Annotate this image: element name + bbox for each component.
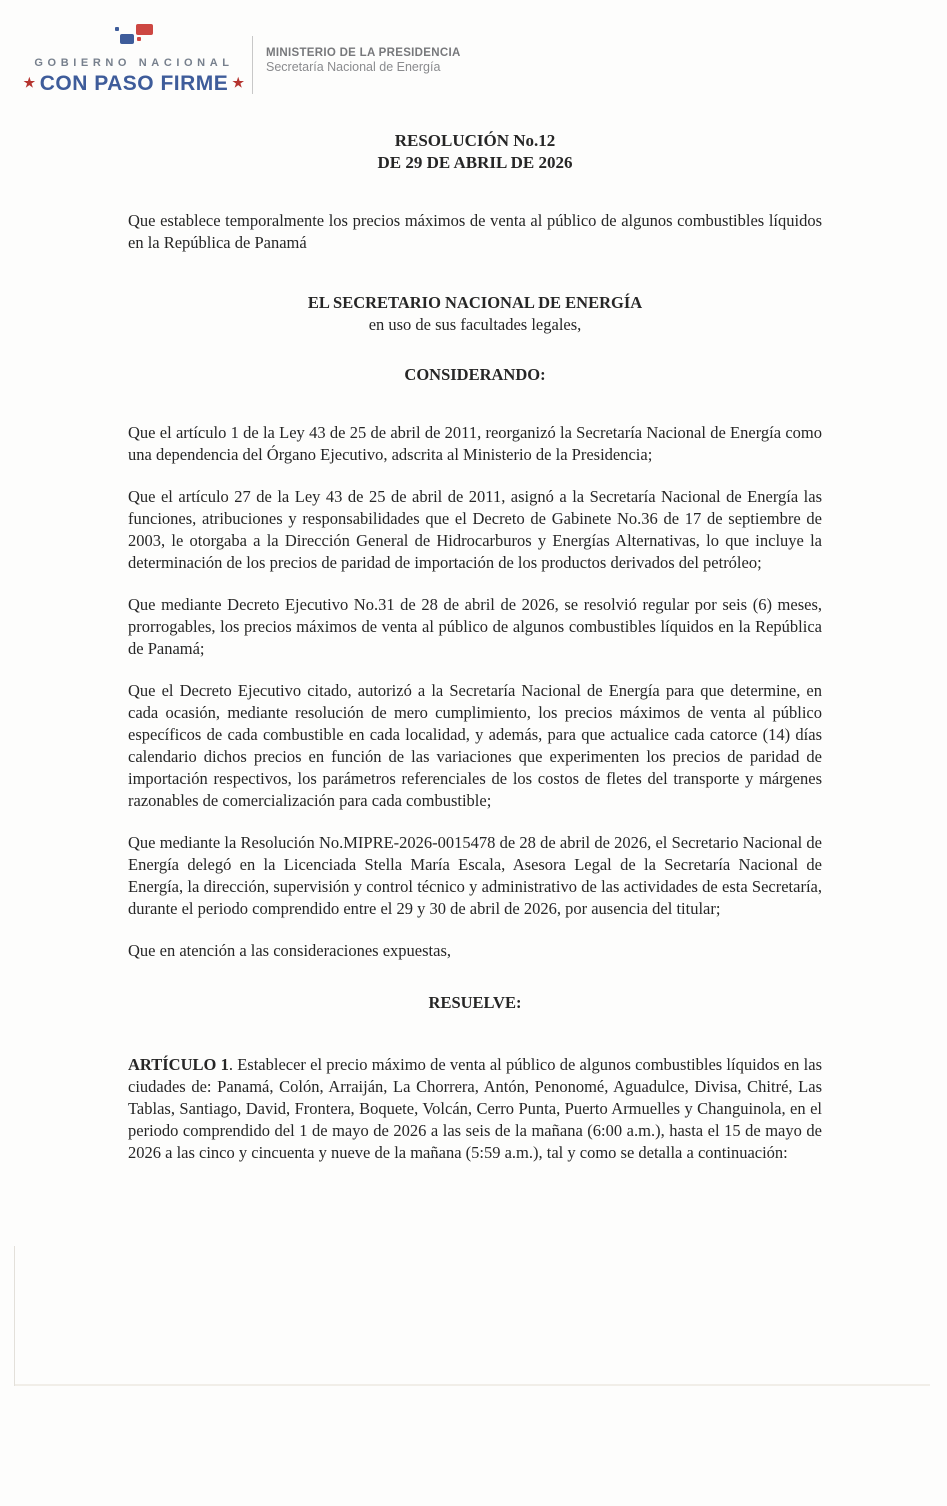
panama-flag-icon xyxy=(111,24,157,50)
considerando-paragraph: Que el Decreto Ejecutivo citado, autorizó a la Secretaría Nacional de Energía para que determine, en cada ocasión, mediante resolución de mero cumplimiento, los precios máximos de venta al público específicos de cada combustible en cada localidad, y además, para que actualice cada catorce (14) días calendario dichos precios en función de las variaciones que experimenten los precios de paridad de importación respectivos, los parámetros referenciales de los costos de fletes del transporte y márgenes razonables de comercialización para cada combustible; xyxy=(128,681,822,810)
scan-edge-left-line xyxy=(14,1246,15,1386)
star-right-icon: ★ xyxy=(232,75,245,90)
brand-line-gobierno-nacional: GOBIERNO NACIONAL xyxy=(34,57,234,69)
article-1-label: ARTÍCULO 1 xyxy=(128,1055,229,1074)
article-1-text: . Establecer el precio máximo de venta al público de algunos combustibles líquidos en las ciudades de: Panamá, Colón, Arraiján, La Chorrera, Antón, Penonomé, Aguadulce, Divisa, Chitré, Las Tablas, Santiago, David, Frontera, Boquete, Volcán, Cerro Punta, Puerto Armuelles y Changuinola, en el periodo comprendido del 1 de mayo de 2026 a las seis de la mañana (6:00 a.m.), hasta el 15 de mayo de 2026 a las cinco y cincuenta y nueve de la mañana (5:59 a.m.), tal y como se detalla a continuación: xyxy=(128,1055,822,1162)
secretariat-name: Secretaría Nacional de Energía xyxy=(266,60,441,75)
ministry-name: MINISTERIO DE LA PRESIDENCIA xyxy=(266,47,461,59)
brand-line-con-paso-firme xyxy=(18,72,250,96)
document-body xyxy=(128,130,822,1164)
intro-paragraph: Que establece temporalmente los precios máximos de venta al público de algunos combustibles líquidos en la República de Panamá xyxy=(128,211,822,252)
star-left-icon: ★ xyxy=(23,75,36,90)
resolution-title-line2: DE 29 DE ABRIL DE 2026 xyxy=(377,153,573,172)
resolve-heading: RESUELVE: xyxy=(428,993,522,1012)
considerando-paragraph: Que el artículo 27 de la Ley 43 de 25 de abril de 2011, asignó a la Secretaría Nacional de Energía las funciones, atribuciones y responsabilidades que el Decreto de Gabinete No.36 de 17 de septiembre de 2003, le otorgaba a la Dirección General de Hidrocarburos y Energías Alternativas, lo que incluye la determinación de los precios de paridad de importación de los productos derivados del petróleo; xyxy=(128,487,822,572)
letterhead-divider xyxy=(252,36,253,94)
article-1-paragraph xyxy=(128,1054,822,1164)
ministry-block xyxy=(266,46,461,76)
considerando-paragraph: Que mediante Decreto Ejecutivo No.31 de 28 de abril de 2026, se resolvió regular por seis (6) meses, prorrogables, los precios máximos de venta al público de algunos combustibles líquidos en la República de Panamá; xyxy=(128,595,822,658)
considerando-paragraph: Que mediante la Resolución No.MIPRE-2026-0015478 de 28 de abril de 2026, el Secretario Nacional de Energía delegó en la Licenciada Stella María Escala, Asesora Legal de la Secretaría Nacional de Energía, la dirección, supervisión y control técnico y administrativo de las actividades de esta Secretaría, durante el periodo comprendido entre el 29 y 30 de abril de 2026, por ausencia del titular; xyxy=(128,833,822,918)
government-brand xyxy=(18,24,250,96)
resolution-title xyxy=(128,130,822,174)
brand-slogan-text: CON PASO FIRME xyxy=(39,72,229,95)
considering-heading: CONSIDERANDO: xyxy=(404,365,546,384)
considerando-paragraph: Que el artículo 1 de la Ley 43 de 25 de abril de 2011, reorganizó la Secretaría Nacional de Energía como una dependencia del Órgano Ejecutivo, adscrita al Ministerio de la Presidencia; xyxy=(128,423,822,464)
resolution-title-line1: RESOLUCIÓN No.12 xyxy=(394,131,556,150)
transition-paragraph: Que en atención a las consideraciones expuestas, xyxy=(128,941,451,960)
authority-subheading: en uso de sus facultades legales, xyxy=(368,315,582,334)
authority-heading: EL SECRETARIO NACIONAL DE ENERGÍA xyxy=(307,293,643,312)
scan-edge-bottom-line xyxy=(15,1384,930,1386)
letterhead xyxy=(18,24,578,104)
